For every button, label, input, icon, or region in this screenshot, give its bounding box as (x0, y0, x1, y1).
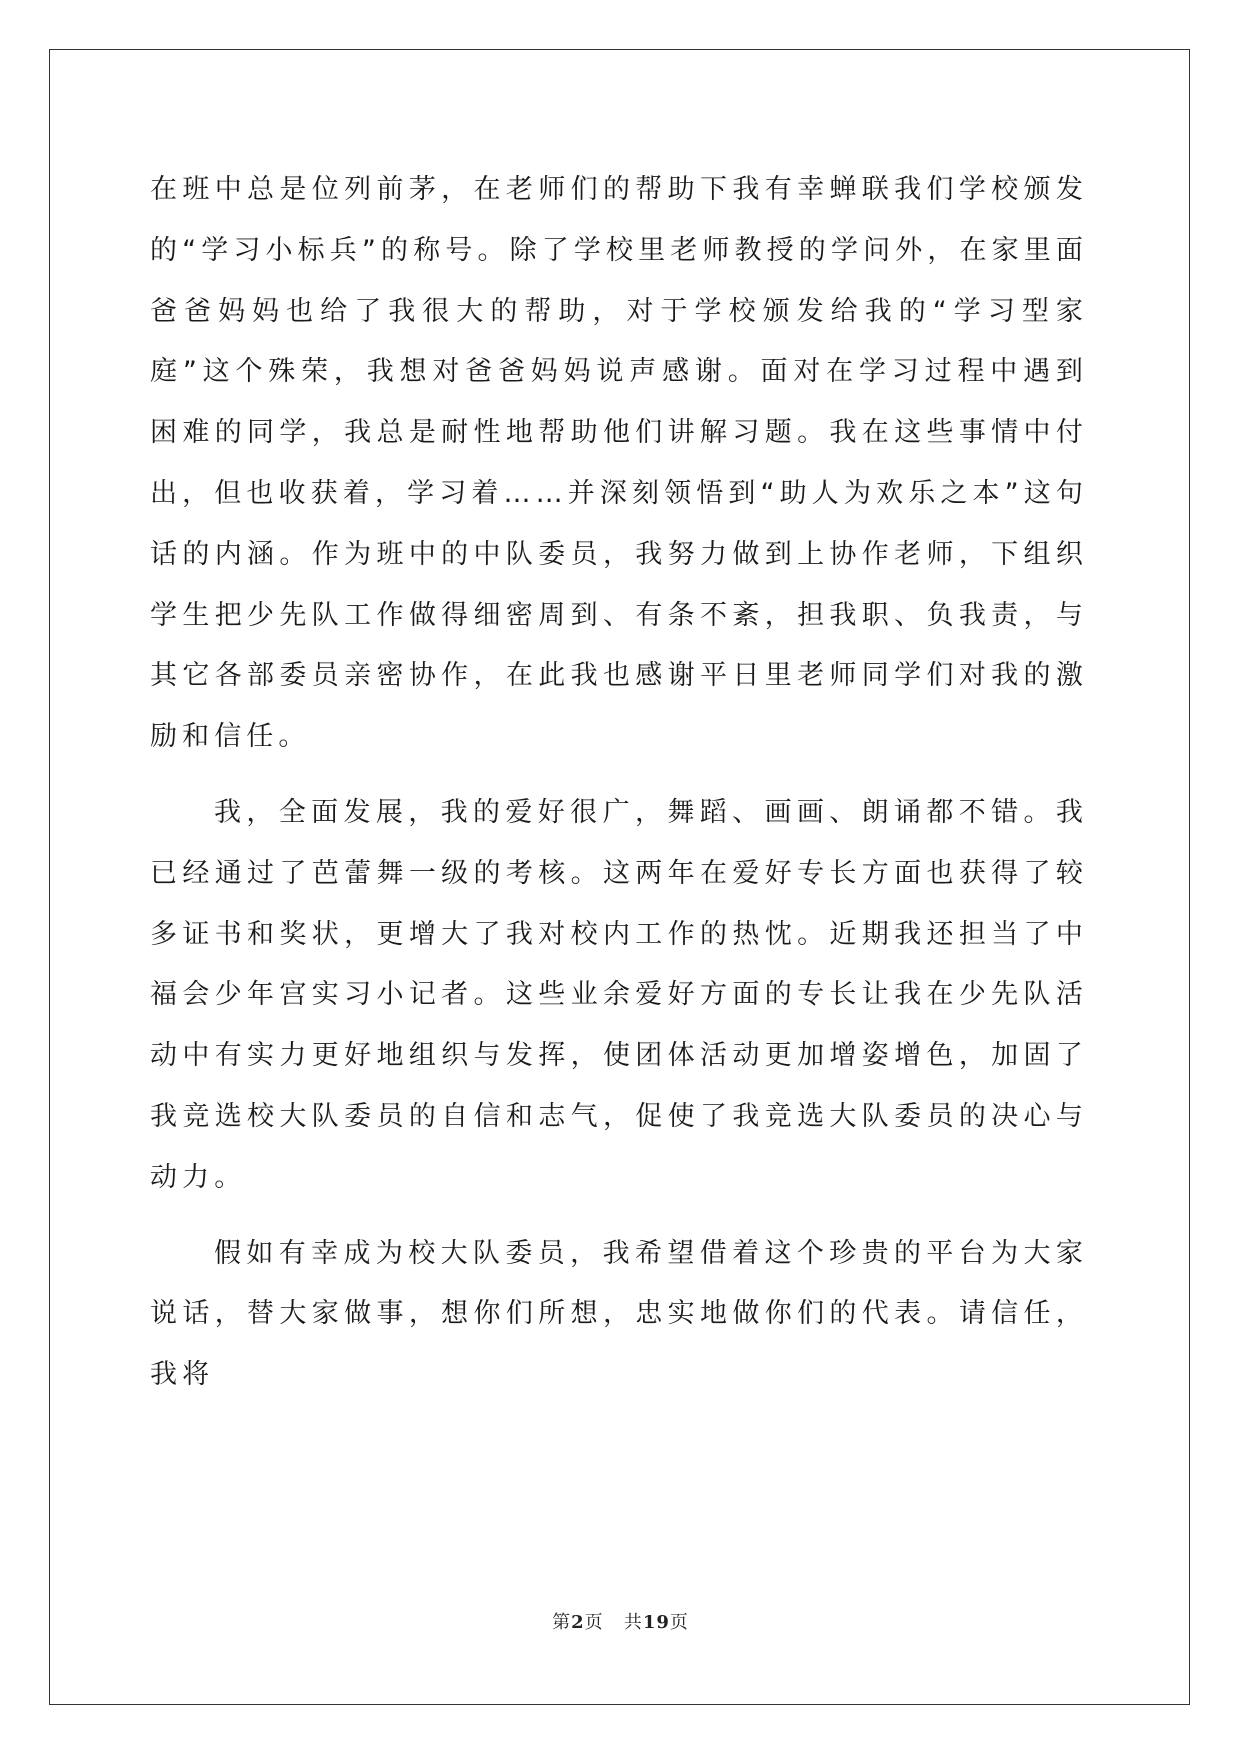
document-body (150, 160, 1088, 1406)
page-prefix: 第 (552, 1612, 572, 1633)
total-prefix: 共 (623, 1612, 643, 1633)
page-number: 2 (571, 1612, 585, 1633)
paragraph-3: 假如有幸成为校大队委员，我希望借着这个珍贵的平台为大家说话，替大家做事，想你们所想，忠实地做你们的代表。请信任，我将 (150, 1237, 1088, 1391)
total-suffix: 页 (669, 1612, 689, 1633)
page-footer (0, 1608, 1241, 1634)
page-suffix: 页 (584, 1612, 604, 1633)
total-pages: 19 (642, 1612, 670, 1633)
paragraph-2: 我，全面发展，我的爱好很广，舞蹈、画画、朗诵都不错。我已经通过了芭蕾舞一级的考核。这两年在爱好专长方面也获得了较多证书和奖状，更增大了我对校内工作的热忱。近期我还担当了中福会少年宫实习小记者。这些业余爱好方面的专长让我在少先队活动中有实力更好地组织与发挥，使团体活动更加增姿增色，加固了我竞选校大队委员的自信和志气，促使了我竞选大队委员的决心与动力。 (150, 796, 1088, 1193)
paragraph-1: 在班中总是位列前茅，在老师们的帮助下我有幸蝉联我们学校颁发的“学习小标兵”的称号。除了学校里老师教授的学问外，在家里面爸爸妈妈也给了我很大的帮助，对于学校颁发给我的“学习型家庭”这个殊荣，我想对爸爸妈妈说声感谢。面对在学习过程中遇到困难的同学，我总是耐性地帮助他们讲解习题。我在这些事情中付出，但也收获着，学习着……并深刻领悟到“助人为欢乐之本”这句话的内涵。作为班中的中队委员，我努力做到上协作老师，下组织学生把少先队工作做得细密周到、有条不紊，担我职、负我责，与其它各部委员亲密协作，在此我也感谢平日里老师同学们对我的激励和信任。 (150, 174, 1088, 753)
